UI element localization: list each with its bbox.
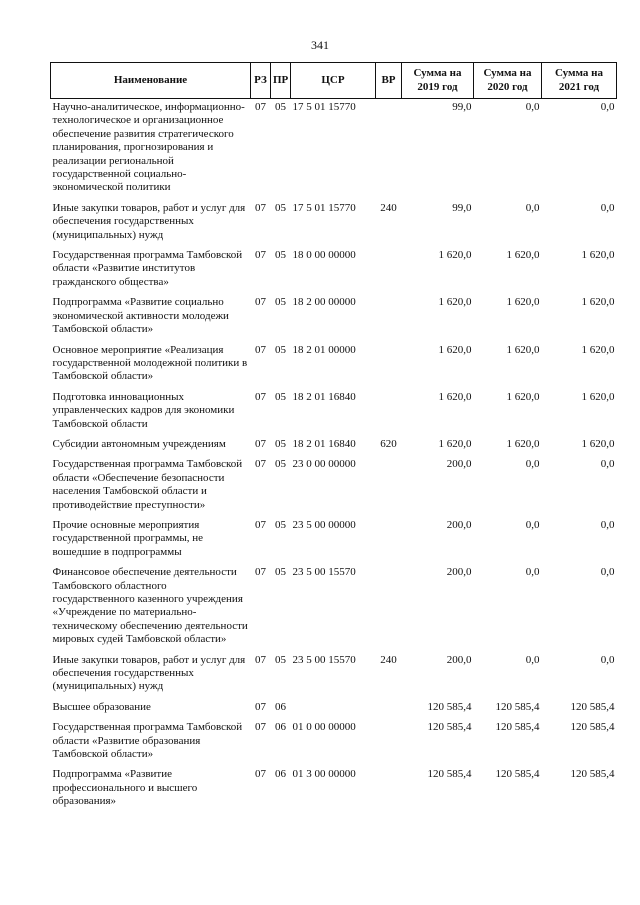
cell-sum-2019: 120 585,4 [427,721,472,734]
cell-sum-2021: 0,0 [600,201,615,214]
cell-sum-2021: 1 620,0 [581,296,615,309]
cell-sum-2021: 0,0 [600,653,615,666]
cell-sum-2020: 120 585,4 [495,768,540,781]
cell-sum-2019: 99,0 [452,101,472,113]
cell-name: Государственная программа Тамбовской области «Развитие образования Тамбовской области» [52,721,243,761]
cell-sum-2020: 1 620,0 [506,437,540,450]
header-rz: РЗ [251,63,271,99]
table-row [51,389,617,436]
cell-sum-2020: 0,0 [525,566,540,579]
cell-sum-2019: 200,0 [446,653,472,666]
cell-sum-2019: 120 585,4 [427,768,472,781]
cell-pr: 05 [275,390,286,403]
cell-sum-2020: 0,0 [525,653,540,666]
cell-pr: 05 [275,653,286,666]
cell-sum-2020: 0,0 [525,518,540,531]
cell-sum-2021: 120 585,4 [570,768,615,781]
cell-sum-2021: 0,0 [600,566,615,579]
cell-csr: 01 0 00 00000 [292,721,356,734]
header-name: Наименование [51,63,251,99]
header-sum-2019: Сумма на 2019 год [402,63,474,99]
cell-pr: 05 [275,437,286,450]
cell-rz: 07 [255,721,266,734]
cell-csr: 01 3 00 00000 [292,768,356,781]
cell-sum-2020: 1 620,0 [506,249,540,262]
cell-csr: 18 2 00 00000 [292,296,356,309]
cell-rz: 07 [255,390,266,403]
table-row [51,294,617,341]
cell-sum-2020: 0,0 [525,201,540,214]
table-row [51,342,617,389]
cell-sum-2019: 1 620,0 [438,343,472,356]
header-csr: ЦСР [291,63,376,99]
cell-name: Иные закупки товаров, работ и услуг для обеспечения государственных (муниципальных) нужд [52,201,246,241]
header-pr: ПР [271,63,291,99]
cell-sum-2021: 1 620,0 [581,249,615,262]
cell-name: Иные закупки товаров, работ и услуг для обеспечения государственных (муниципальных) нужд [52,653,246,693]
cell-name: Государственная программа Тамбовской области «Развитие институтов гражданского общества» [52,249,243,288]
cell-name: Государственная программа Тамбовской области «Обеспечение безопасности населения Тамбовской области и противодействие преступности» [52,458,243,511]
cell-name: Основное мероприятие «Реализация государственной молодежной политики в Тамбовской области» [52,343,248,383]
table-header-row [51,63,617,99]
cell-pr: 05 [275,458,286,471]
budget-table [50,62,617,814]
cell-pr: 05 [275,201,286,214]
cell-csr: 23 5 00 15570 [292,566,356,579]
cell-sum-2019: 200,0 [446,566,472,579]
table-row [51,456,617,517]
cell-sum-2021: 0,0 [600,518,615,531]
cell-pr: 06 [275,721,286,734]
cell-sum-2020: 0,0 [525,458,540,471]
cell-csr: 18 2 01 16840 [292,390,356,403]
cell-sum-2019: 1 620,0 [438,390,472,403]
cell-csr [291,699,376,719]
table-row [51,652,617,699]
cell-sum-2019: 200,0 [446,518,472,531]
cell-name: Прочие основные мероприятия государственной программы, не вошедшие в подпрограммы [52,518,204,558]
table-row [51,719,617,766]
cell-sum-2021: 1 620,0 [581,343,615,356]
cell-pr: 06 [275,700,286,713]
cell-rz: 07 [255,458,266,471]
cell-rz: 07 [255,768,266,781]
cell-pr: 05 [275,296,286,309]
cell-vr: 240 [380,653,397,666]
cell-csr: 23 5 00 15570 [292,653,356,666]
cell-rz: 07 [255,249,266,262]
cell-rz: 07 [255,700,266,713]
cell-sum-2020: 120 585,4 [495,700,540,713]
table-row [51,200,617,247]
cell-name: Финансовое обеспечение деятельности Тамбовского областного государственного казенного учреждения «Учреждение по материально-техническому обеспечению деятельности мировых судей Тамбовской области» [52,566,248,646]
table-row [51,517,617,564]
cell-vr: 620 [380,437,397,450]
table-row [51,699,617,719]
cell-name: Субсидии автономным учреждениям [52,437,226,450]
cell-sum-2020: 1 620,0 [506,296,540,309]
cell-csr: 23 5 00 00000 [292,518,356,531]
header-sum-2021: Сумма на 2021 год [542,63,617,99]
cell-csr: 18 2 01 16840 [292,437,356,450]
cell-rz: 07 [255,101,266,113]
cell-vr [376,564,402,651]
cell-vr [376,342,402,389]
cell-sum-2020: 0,0 [525,101,540,113]
cell-rz: 07 [255,518,266,531]
cell-rz: 07 [255,296,266,309]
cell-sum-2021: 1 620,0 [581,437,615,450]
cell-rz: 07 [255,437,266,450]
cell-name: Подпрограмма «Развитие социально экономической активности молодежи Тамбовской области» [52,296,229,336]
cell-csr: 17 5 01 15770 [292,201,356,214]
cell-sum-2021: 1 620,0 [581,390,615,403]
cell-vr [376,456,402,517]
cell-sum-2021: 0,0 [600,101,615,113]
cell-sum-2019: 120 585,4 [427,700,472,713]
cell-csr: 17 5 01 15770 [292,101,356,113]
cell-vr [376,719,402,766]
table-row [51,564,617,651]
header-vr: ВР [376,63,402,99]
cell-sum-2019: 1 620,0 [438,249,472,262]
cell-vr [376,247,402,294]
cell-csr: 18 2 01 00000 [292,343,356,356]
cell-vr [376,389,402,436]
cell-vr [376,294,402,341]
cell-name: Подготовка инновационных управленческих кадров для экономики Тамбовской области [52,390,235,430]
table-row [51,99,617,200]
cell-vr [376,517,402,564]
cell-pr: 06 [275,768,286,781]
cell-rz: 07 [255,201,266,214]
cell-rz: 07 [255,653,266,666]
cell-sum-2019: 1 620,0 [438,437,472,450]
cell-csr: 18 0 00 00000 [292,249,356,262]
cell-pr: 05 [275,566,286,579]
cell-name: Подпрограмма «Развитие профессионального и высшего образования» [52,768,198,808]
cell-vr [376,699,402,719]
cell-sum-2019: 99,0 [452,201,472,214]
table-row [51,436,617,456]
cell-pr: 05 [275,343,286,356]
cell-sum-2020: 1 620,0 [506,343,540,356]
header-sum-2020: Сумма на 2020 год [474,63,542,99]
cell-name: Высшее образование [52,700,151,713]
table-row [51,247,617,294]
table-body [51,99,617,814]
cell-pr: 05 [275,518,286,531]
cell-sum-2021: 120 585,4 [570,721,615,734]
cell-sum-2021: 0,0 [600,458,615,471]
cell-name: Научно-аналитическое, информационно-технологическое и организационное обеспечение развития стратегического планирования, прогнозирования и реализации региональной государственной социально-экономической политики [52,101,245,194]
page-number: 341 [311,38,329,52]
cell-sum-2021: 120 585,4 [570,700,615,713]
cell-vr [376,766,402,813]
cell-sum-2020: 120 585,4 [495,721,540,734]
cell-vr [376,99,402,200]
cell-pr: 05 [275,101,286,113]
cell-vr: 240 [380,201,397,214]
cell-sum-2020: 1 620,0 [506,390,540,403]
cell-sum-2019: 1 620,0 [438,296,472,309]
cell-rz: 07 [255,343,266,356]
cell-rz: 07 [255,566,266,579]
cell-csr: 23 0 00 00000 [292,458,356,471]
cell-pr: 05 [275,249,286,262]
table-row [51,766,617,813]
cell-sum-2019: 200,0 [446,458,472,471]
